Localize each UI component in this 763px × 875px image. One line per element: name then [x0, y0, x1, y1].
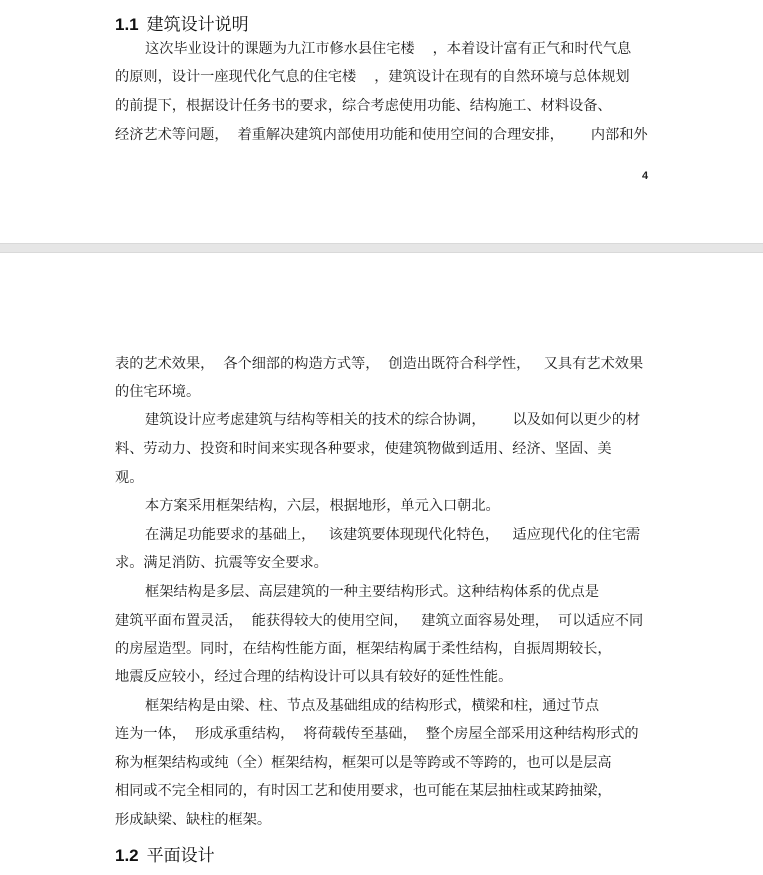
section-heading-1-1 — [115, 10, 249, 35]
paragraph-line: 在满足功能要求的基础上， 该建筑要体现现代化特色， 适应现代化的住宅需 — [145, 527, 641, 543]
paragraph-line: 连为一体， 形成承重结构， 将荷载传至基础， 整个房屋全部采用这种结构形式的 — [115, 726, 639, 742]
paragraph-line: 框架结构是多层、高层建筑的一种主要结构形式。这种结构体系的优点是 — [145, 584, 600, 600]
paragraph-line: 的前提下，根据设计任务书的要求，综合考虑使用功能、结构施工、材料设备、 — [115, 98, 612, 114]
paragraph-line: 的原则，设计一座现代化气息的住宅楼 ，建筑设计在现有的自然环境与总体规划 — [115, 69, 630, 85]
paragraph-line: 求。满足消防、抗震等安全要求。 — [115, 555, 328, 571]
page-number: 4 — [642, 170, 649, 182]
paragraph-line: 建筑设计应考虑建筑与结构等相关的技术的综合协调， 以及如何以更少的材 — [145, 412, 641, 428]
paragraph-line: 的住宅环境。 — [115, 384, 201, 400]
page-separator — [0, 243, 763, 253]
paragraph-line: 建筑平面布置灵活， 能获得较大的使用空间， 建筑立面容易处理， 可以适应不同 — [115, 613, 644, 629]
page-1 — [0, 0, 763, 243]
paragraph-line: 这次毕业设计的课题为九江市修水县住宅楼 ，本着设计富有正气和时代气息 — [145, 41, 632, 57]
section-number: 1.1 — [115, 15, 139, 34]
paragraph-line: 框架结构是由梁、柱、节点及基础组成的结构形式，横梁和柱，通过节点 — [145, 698, 600, 714]
paragraph-line: 表的艺术效果， 各个细部的构造方式等， 创造出既符合科学性， 又具有艺术效果 — [115, 356, 644, 372]
paragraph-line: 料、劳动力、投资和时间来实现各种要求，使建筑物做到适用、经济、坚固、美 — [115, 441, 612, 457]
paragraph-line: 本方案采用框架结构，六层，根据地形，单元入口朝北。 — [145, 498, 500, 514]
section-title: 建筑设计说明 — [146, 15, 249, 35]
paragraph-line: 形成缺梁、缺柱的框架。 — [115, 812, 272, 828]
paragraph-line: 的房屋造型。同时，在结构性能方面，框架结构属于柔性结构，自振周期较长， — [115, 641, 612, 657]
paragraph-line: 地震反应较小，经过合理的结构设计可以具有较好的延性性能。 — [115, 669, 513, 685]
paragraph-line: 观。 — [115, 470, 144, 486]
page-2 — [0, 253, 763, 875]
section-heading-1-2 — [115, 841, 215, 866]
paragraph-line: 相同或不完全相同的，有时因工艺和使用要求，也可能在某层抽柱或某跨抽梁， — [115, 783, 612, 799]
section-number: 1.2 — [115, 846, 139, 865]
paragraph-line: 经济艺术等问题， 着重解决建筑内部使用功能和使用空间的合理安排， 内部和外 — [115, 127, 648, 143]
section-title: 平面设计 — [146, 846, 215, 866]
paragraph-line: 称为框架结构或纯（全）框架结构，框架可以是等跨或不等跨的，也可以是层高 — [115, 755, 612, 771]
